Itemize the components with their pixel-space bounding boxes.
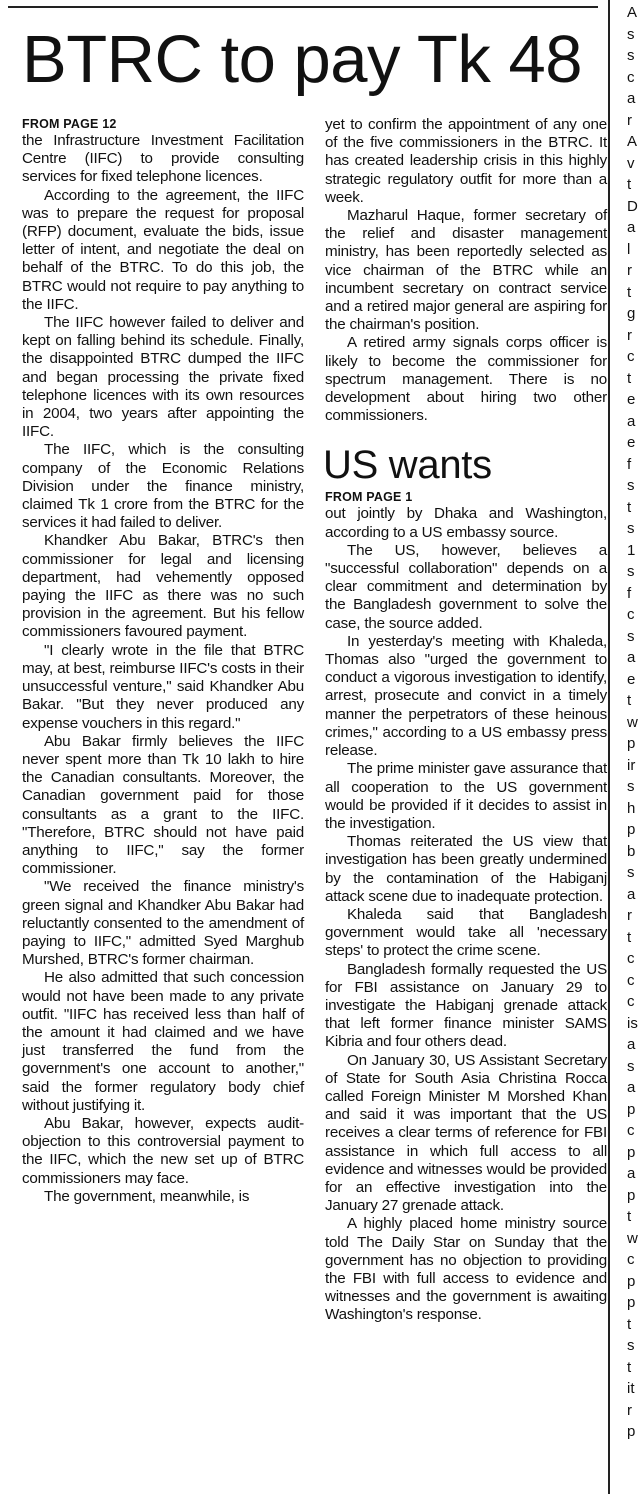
cropped-letter: a [627,1165,636,1182]
left-article-column [22,116,304,1206]
article-paragraph: Khaleda said that Bangladesh government would take all 'necessary steps' to protect the crime scene. [325,905,607,960]
cropped-letter: s [627,1057,635,1075]
cropped-letter: a [627,219,636,236]
cropped-letter: r [627,262,632,279]
cropped-letter: b [627,842,636,860]
cropped-adjacent-column [616,0,638,1494]
cropped-letter: p [627,1294,636,1311]
article-paragraph: On January 30, US Assistant Secretary of State for South Asia Christina Rocca called Foreign Minister M Morshed Khan and said it was important that the US receives a clear terms of reference for FBI assistance in which full access to all evidence and witnesses would be provided for an effective investigation into the January 27 grenade attack. [325,1051,607,1215]
article-paragraph: A retired army signals corps officer is likely to become the commissioner for spectrum management. There is no development about hiring two other commissioners. [325,334,607,425]
cropped-letter: c [627,348,635,365]
cropped-letter: e [627,670,636,688]
article-paragraph: Thomas reiterated the US view that investigation has been greatly undermined by the contamination of the Habiganj attack scene due to inadequate protection. [325,833,607,905]
cropped-letter: p [627,1100,636,1118]
article-paragraph: The government, meanwhile, is [44,1187,250,1205]
article-paragraph: Khandker Abu Bakar, BTRC's then commissioner for legal and licensing department, had vehemently opposed paying the IIFC as there was no such provision in the agreement. But his fellow commissioners favoured payment. [22,532,304,641]
cropped-letter: s [627,627,635,645]
cropped-letter: s [627,520,635,537]
headline-us-wants: US wants [323,443,492,488]
column-rule [608,0,610,1494]
cropped-letter: g [627,305,636,322]
top-rule [8,6,598,8]
cropped-letter: t [627,283,632,301]
cropped-letter: t [627,1315,632,1333]
article-paragraph: The prime minister gave assurance that all cooperation to the US government would be provided if it decides to assist in the investigation. [325,760,607,832]
cropped-letter: a [627,1036,636,1053]
article-paragraph: According to the agreement, the IIFC was to prepare the request for proposal (RFP) document, evaluate the bids, issue letter of intent, and negotiate the deal on behalf of the BTRC. To do this job, the BTRC would not require to pay anything to the IIFC. [22,186,304,313]
cropped-letter: a [627,90,636,107]
cropped-letter: ir [627,756,636,774]
cropped-letter: r [627,326,632,344]
article-paragraph: In yesterday's meeting with Khaleda, Thomas also "urged the government to conduct a vigorous investigation to identify, arrest, prosecute and convict in a timely manner the perpetrators of these heinous crimes," according to a US embassy press release. [325,632,607,760]
cropped-letter: s [627,47,635,64]
cropped-letter: w [627,713,638,731]
cropped-letter: t [627,176,632,193]
article-paragraph: the Infrastructure Investment Facilitation Centre (IIFC) to provide consulting services for fixed telephone licences. [22,132,304,186]
cropped-letter: h [627,799,636,817]
cropped-letter: s [627,778,635,795]
cropped-letter: e [627,434,636,451]
article-paragraph: Mazharul Haque, former secretary of the relief and disaster management ministry, has been reportedly selected as vice chairman of the BTRC while an incumbent secretary on contract service and a retired major general are aspiring for the chairman's position. [325,207,607,334]
cropped-letter: is [627,1014,638,1032]
cropped-letter: it [627,1380,635,1397]
cropped-letter: A [627,4,638,21]
article-paragraph: He also admitted that such concession would not have been made to any private outfit. "IIFC has received less than half of the amount it had claimed and we have just transferred the fund from the government's one account to another," said the former regulatory body chief without justifying it. [22,969,304,1114]
article-paragraph: The IIFC however failed to deliver and kept on falling behind its schedule. Finally, the disappointed BTRC dumped the IIFC and began processing the private fixed telephone licences with its own resources in 2004, two years after appointing the IIFC. [22,314,304,441]
cropped-letter: t [627,692,632,709]
article-paragraph: Abu Bakar, however, expects audit-objection to this controversial payment to the IIFC, which the new set up of BTRC commissioners may face. [22,1114,304,1187]
cropped-letter: t [627,498,632,516]
cropped-letter: v [627,154,635,172]
cropped-letter: c [627,1251,635,1268]
cropped-letter: c [627,1122,635,1139]
article-paragraph: The IIFC, which is the consulting company of the Economic Relations Division under the finance ministry, claimed Tk 1 crore from the BTRC for the services it had failed to deliver. [22,441,304,532]
from-page-label: FROM PAGE 1 [325,490,413,505]
cropped-letter: c [627,993,635,1010]
cropped-letter: l [627,240,631,258]
cropped-letter: A [627,133,638,150]
cropped-letter: p [627,735,636,752]
cropped-letter: c [627,606,635,623]
cropped-letter: t [627,369,632,387]
cropped-letter: a [627,412,636,430]
cropped-letter: D [627,197,638,215]
article-paragraph: The US, however, believes a "successful collaboration" depends on a clear commitment and determination by the Bangladesh government to solve the case, the source added. [325,541,607,632]
cropped-letter: f [627,455,632,473]
cropped-letter: p [627,1272,636,1290]
cropped-letter: t [627,1358,632,1376]
cropped-letter: p [627,1186,636,1204]
cropped-letter: r [627,1401,632,1419]
article-paragraph: yet to confirm the appointment of any one of the five commissioners in the BTRC. It has created leadership crisis in this highly strategic regulatory outfit for more than a week. [325,116,607,206]
cropped-letter: r [627,111,632,129]
cropped-letter: p [627,821,636,838]
cropped-letter: c [627,68,635,86]
cropped-letter: s [627,864,635,881]
right-article-column [325,116,607,1325]
cropped-letter: c [627,950,635,967]
cropped-letter: t [627,1208,632,1225]
cropped-letter: s [627,563,635,580]
cropped-letter: f [627,584,632,602]
article-paragraph: Bangladesh formally requested the US for FBI assistance on January 29 to investigate the Habiganj grenade attack that left former finance minister SAMS Kibria and four others dead. [325,960,607,1051]
cropped-letter: a [627,1079,636,1096]
article-paragraph: A highly placed home ministry source told The Daily Star on Sunday that the government has no objection to providing the FBI with full access to evidence and witnesses and the government is awaiting Washington's response. [325,1215,607,1324]
cropped-letter: s [627,477,635,494]
cropped-letter: a [627,885,636,903]
cropped-letter: p [627,1423,636,1440]
cropped-letter: s [627,1337,635,1354]
from-page-label: FROM PAGE 12 [22,117,117,131]
cropped-letter: 1 [627,541,636,559]
article-paragraph: out jointly by Dhaka and Washington, according to a US embassy source. [325,505,607,541]
cropped-letter: s [627,25,635,43]
cropped-letter: w [627,1229,638,1247]
cropped-letter: p [627,1143,636,1161]
headline-btrc: BTRC to pay Tk 48 [22,22,582,97]
cropped-letter: a [627,649,636,666]
cropped-letter: t [627,928,632,946]
article-paragraph: Abu Bakar firmly believes the IIFC never spent more than Tk 10 lakh to hire the Canadian consultants. Moreover, the Canadian government paid for those consultants as a grant to the IIFC. "Therefore, BTRC should not have paid anything to IIFC," say the former commissioner. [22,732,304,878]
cropped-letter: e [627,391,636,408]
article-paragraph: "I clearly wrote in the file that BTRC may, at best, reimburse IIFC's costs in their unsuccessful venture," said Khandker Abu Bakar. "But they never produced any expense vouchers in this regard." [22,641,304,732]
article-paragraph: "We received the finance ministry's green signal and Khandker Abu Bakar had reluctantly consented to the amendment of paying to IIFC," admitted Syed Marghub Murshed, BTRC's former chairman. [22,878,304,969]
cropped-letter: r [627,907,632,924]
cropped-letter: c [627,971,635,989]
